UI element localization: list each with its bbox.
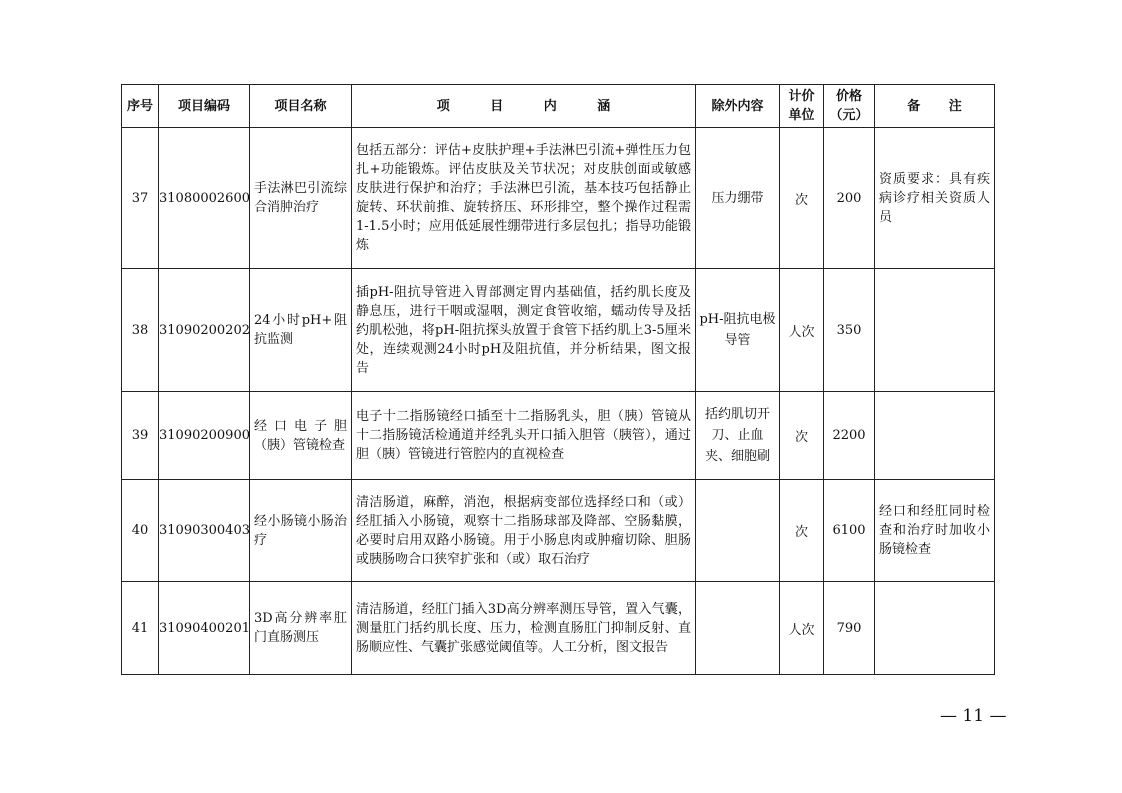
- cell-remark: 资质要求：具有疾病诊疗相关资质人员: [875, 128, 995, 269]
- table-row: [122, 392, 995, 480]
- table-row: [122, 582, 995, 675]
- header-unit: [780, 85, 824, 128]
- header-unit-line2: 单位: [788, 108, 815, 123]
- cell-name: 手法淋巴引流综合消肿治疗: [250, 128, 352, 269]
- header-row: [122, 85, 995, 128]
- cell-name: 经小肠镜小肠治疗: [250, 480, 352, 582]
- header-remark: 备 注: [875, 85, 995, 128]
- cell-unit: 次: [780, 480, 824, 582]
- cell-exclusion: pH-阻抗电极导管: [696, 269, 780, 392]
- cell-code: 31090200202: [159, 269, 250, 392]
- header-price-line1: 价格: [835, 89, 862, 104]
- cell-no: 40: [122, 480, 159, 582]
- price-table: [121, 84, 995, 675]
- header-exclusion: 除外内容: [696, 85, 780, 128]
- cell-name: 24小时pH+阻抗监测: [250, 269, 352, 392]
- header-price: [824, 85, 875, 128]
- cell-remark: [875, 392, 995, 480]
- header-no: 序号: [122, 85, 159, 128]
- cell-name: 经口电子胆（胰）管镜检查: [250, 392, 352, 480]
- cell-remark: [875, 582, 995, 675]
- cell-price: 350: [824, 269, 875, 392]
- cell-no: 38: [122, 269, 159, 392]
- cell-exclusion: 压力绷带: [696, 128, 780, 269]
- cell-remark: [875, 269, 995, 392]
- table-row: [122, 480, 995, 582]
- cell-content: 清洁肠道，麻醉，消泡，根据病变部位选择经口和（或）经肛插入小肠镜，观察十二指肠球部及降部、空肠黏膜，必要时启用双路小肠镜。用于小肠息肉或肿瘤切除、胆肠或胰肠吻合口狭窄扩张和（或）取石治疗: [352, 480, 696, 582]
- cell-unit: 人次: [780, 269, 824, 392]
- cell-code: 31090400201: [159, 582, 250, 675]
- cell-unit: 次: [780, 128, 824, 269]
- cell-code: 31090300403: [159, 480, 250, 582]
- cell-name: 3D高分辨率肛门直肠测压: [250, 582, 352, 675]
- cell-price: 6100: [824, 480, 875, 582]
- header-name: 项目名称: [250, 85, 352, 128]
- cell-content: 包括五部分：评估+皮肤护理+手法淋巴引流+弹性压力包扎+功能锻炼。评估皮肤及关节状况；对皮肤创面或敏感皮肤进行保护和治疗；手法淋巴引流，基本技巧包括静止旋转、环状前推、旋转挤压、环形排空，整个操作过程需1-1.5小时；应用低延展性绷带进行多层包扎；指导功能锻炼: [352, 128, 696, 269]
- header-unit-line1: 计价: [788, 89, 815, 104]
- cell-no: 37: [122, 128, 159, 269]
- cell-no: 41: [122, 582, 159, 675]
- header-code: 项目编码: [159, 85, 250, 128]
- cell-no: 39: [122, 392, 159, 480]
- cell-exclusion: 括约肌切开刀、止血夹、细胞刷: [696, 392, 780, 480]
- cell-exclusion: [696, 582, 780, 675]
- cell-unit: 次: [780, 392, 824, 480]
- cell-content: 清洁肠道，经肛门插入3D高分辨率测压导管，置入气囊，测量肛门括约肌长度、压力，检测直肠肛门抑制反射、直肠顺应性、气囊扩张感觉阈值等。人工分析，图文报告: [352, 582, 696, 675]
- header-price-line2: （元）: [829, 108, 869, 123]
- cell-remark: 经口和经肛同时检查和治疗时加收小肠镜检查: [875, 480, 995, 582]
- cell-content: 电子十二指肠镜经口插至十二指肠乳头，胆（胰）管镜从十二指肠镜活检通道并经乳头开口插入胆管（胰管），通过胆（胰）管镜进行管腔内的直视检查: [352, 392, 696, 480]
- header-content: 项 目 内 涵: [352, 85, 696, 128]
- cell-unit: 人次: [780, 582, 824, 675]
- cell-price: 790: [824, 582, 875, 675]
- cell-exclusion: [696, 480, 780, 582]
- cell-price: 2200: [824, 392, 875, 480]
- table-row: [122, 128, 995, 269]
- table-row: [122, 269, 995, 392]
- cell-code: 31090200900: [159, 392, 250, 480]
- page-number: — 11 —: [940, 706, 1007, 726]
- cell-price: 200: [824, 128, 875, 269]
- cell-code: 31080002600: [159, 128, 250, 269]
- cell-content: 插pH-阻抗导管进入胃部测定胃内基础值，括约肌长度及静息压，进行干咽或湿咽，测定食管收缩，蠕动传导及括约肌松弛，将pH-阻抗探头放置于食管下括约肌上3-5厘米处，连续观测24小时pH及阻抗值，并分析结果，图文报告: [352, 269, 696, 392]
